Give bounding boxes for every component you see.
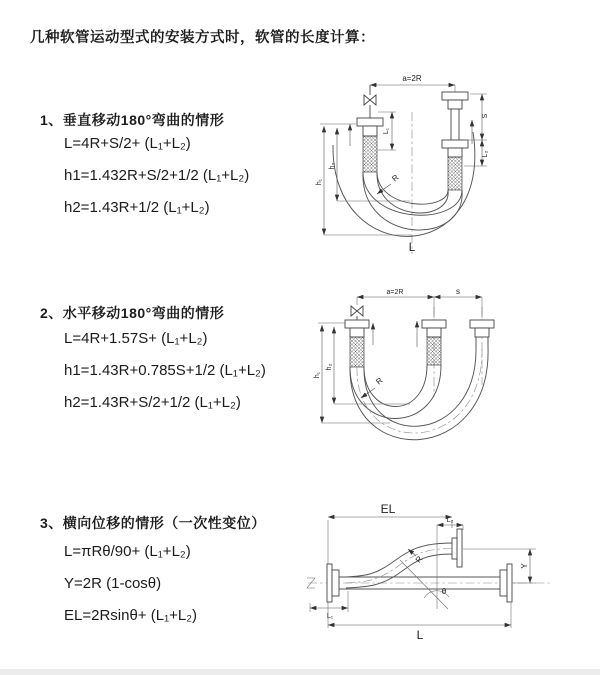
dim-label-h1: h₁ <box>314 371 321 379</box>
right-fitting-lower <box>448 148 462 157</box>
right-fitting-upper <box>448 100 462 109</box>
hose-curve <box>377 172 448 213</box>
formula: L=4R+1.57S+ (L₁+L₂) <box>64 330 208 347</box>
hose-s-curve <box>346 543 452 577</box>
diagram-lateral-displacement <box>300 497 595 667</box>
formula: h2=1.43R+S/2+1/2 (L₁+L₂) <box>64 394 241 411</box>
formula: h1=1.432R+S/2+1/2 (L₁+L₂) <box>64 167 250 184</box>
construction-line <box>400 560 448 609</box>
left-fitting <box>345 320 369 328</box>
dim-label-r: R <box>413 554 425 565</box>
middle-fitting <box>422 320 446 328</box>
right-fitting-lower <box>442 140 468 148</box>
hose-centerline <box>357 347 482 433</box>
section-3-formulas <box>64 536 197 632</box>
middle-fitting <box>427 328 441 337</box>
right-fitting-moved <box>475 328 489 337</box>
dim-label-h1: h₁ <box>316 178 323 186</box>
section-3-heading: 3、横向位移的情形（一次性变位） <box>40 515 266 531</box>
valve-icon <box>357 306 363 316</box>
dim-label-theta: θ <box>441 587 447 596</box>
left-fitting <box>357 118 383 126</box>
dim-label-l2: L₂ <box>482 150 489 158</box>
dim-label-r: R <box>374 375 385 387</box>
dim-label-h2: h₂ <box>326 363 333 371</box>
hose-curve <box>377 172 448 204</box>
left-flange <box>332 570 339 596</box>
formula: L=πRθ/90+ (L₁+L₂) <box>64 543 191 560</box>
hose-curve <box>364 365 427 407</box>
hose-curve-moved <box>364 347 476 426</box>
hose-s-centerline <box>346 549 452 584</box>
left-fitting <box>350 328 364 337</box>
right-braided-hose <box>448 157 462 190</box>
left-flange <box>327 564 332 602</box>
dim-label-s: s <box>456 287 460 296</box>
left-braided-hose <box>363 136 377 172</box>
section-1-formulas <box>64 128 249 224</box>
upper-flange <box>457 529 462 567</box>
formula: h1=1.43R+0.785S+1/2 (L₁+L₂) <box>64 362 266 379</box>
dim-label-r: R <box>390 172 401 184</box>
dim-label-y: Y <box>520 563 529 569</box>
section-2-formulas <box>64 323 266 419</box>
page-bottom-edge <box>0 669 600 675</box>
upper-flange <box>452 538 457 559</box>
dim-label-l2: L₂ <box>446 517 454 524</box>
dim-label-a2r: a=2R <box>402 74 422 83</box>
dim-label-l1: L₁ <box>383 127 390 135</box>
dim-label-el: EL <box>380 502 396 516</box>
valve-icon <box>370 95 376 105</box>
formula: h2=1.43R+1/2 (L₁+L₂) <box>64 199 210 216</box>
right-flange <box>500 570 507 596</box>
formula: EL=2Rsinθ+ (L₁+L₂) <box>64 607 198 624</box>
valve-icon <box>364 95 370 105</box>
left-braided-hose <box>350 337 364 367</box>
dim-label-L: L <box>408 242 416 254</box>
left-fitting <box>363 126 377 136</box>
valve-icon <box>351 306 357 316</box>
middle-braided-hose <box>427 337 441 365</box>
right-flange <box>507 564 512 602</box>
right-fitting-upper <box>442 92 468 100</box>
section-1-heading: 1、垂直移动180°弯曲的情形 <box>40 112 225 128</box>
diagram-horizontal-180-bend <box>310 285 590 457</box>
section-2-heading: 2、水平移动180°弯曲的情形 <box>40 305 225 321</box>
page-title: 几种软管运动型式的安装方式时，软管的长度计算： <box>30 30 375 46</box>
dim-label-h2: h₂ <box>329 162 336 170</box>
dim-label-s: S <box>482 113 489 119</box>
diagram-vertical-180-bend <box>312 70 592 262</box>
formula: L=4R+S/2+ (L₁+L₂) <box>64 135 191 152</box>
dim-label-L: L <box>416 628 424 642</box>
formula: Y=2R (1-cosθ) <box>64 575 162 592</box>
right-fitting-moved <box>470 320 494 328</box>
dim-label-l1: L₁ <box>326 613 334 620</box>
dim-label-a2r: a=2R <box>386 289 404 296</box>
